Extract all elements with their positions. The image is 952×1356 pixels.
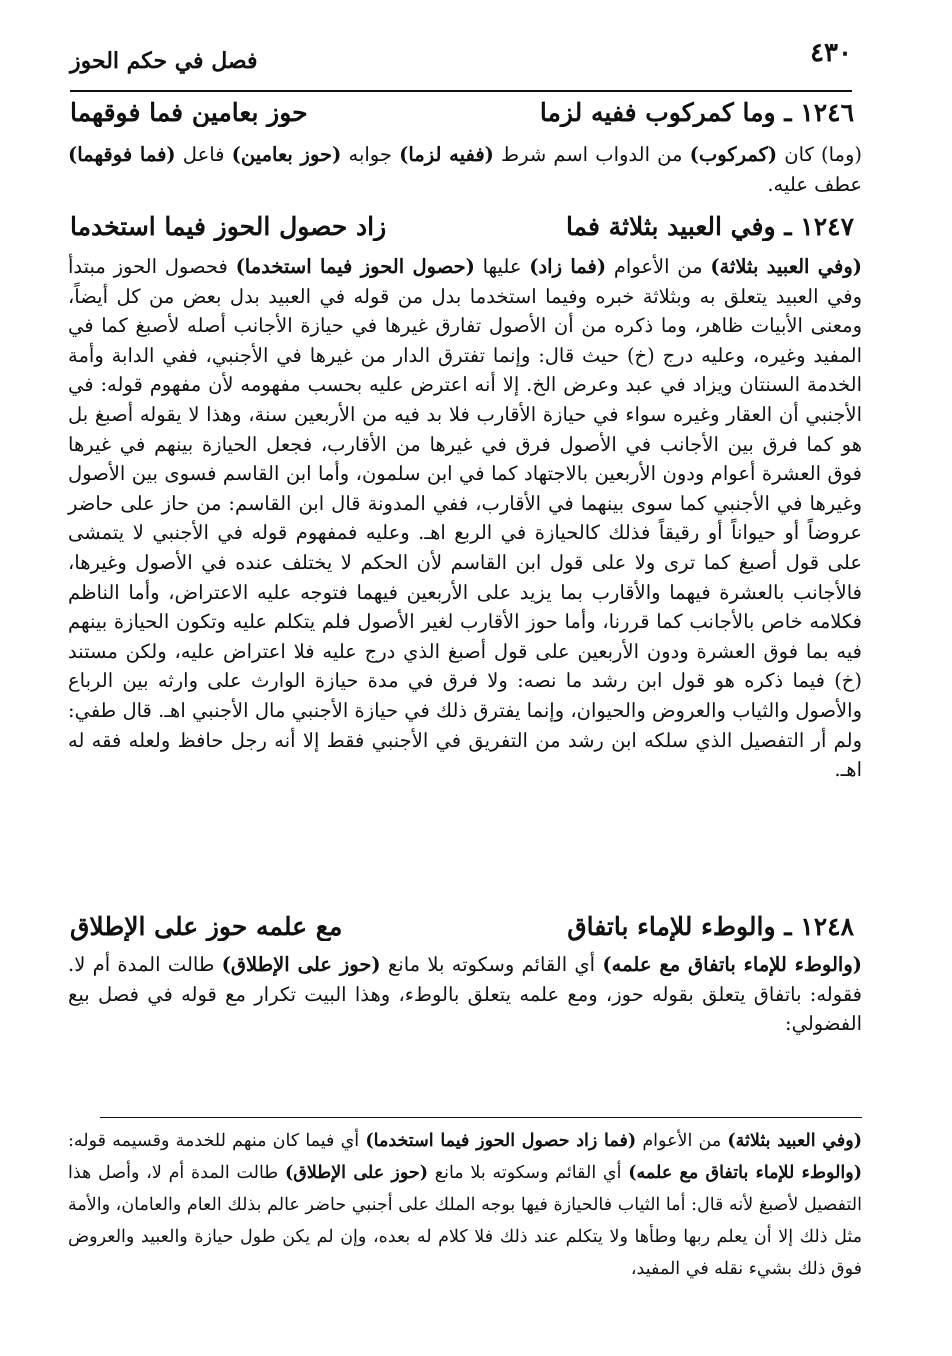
commentary-text: طالت المدة أم لا، وأصل هذا التفصيل لأصبغ لأنه قال: أما الثياب فالحيازة فيها بوجه الملك على أجنبي حاضر عالم بذلك العام والعامان، والأمة مثل ذلك إلا أن يعلم ربها وطأها ولا يتكلم عند ذلك فلا كلام له بعده، وإن لم يكن طول حيازة والعبيد والعروض فوق ذلك بشيء نقله في المفيد، bbox=[68, 1163, 862, 1279]
verse-number: ١٢٤٨ bbox=[800, 912, 854, 941]
bold-quote-text: (فما زاد) bbox=[529, 255, 607, 278]
commentary-text: من الأعوام bbox=[636, 1131, 728, 1151]
commentary-text: عطف عليه. bbox=[767, 172, 862, 196]
verse-number: ١٢٤٦ bbox=[800, 98, 854, 127]
commentary-text: طالت المدة أم لا. فقوله: باتفاق يتعلق بقوله حوز، ومع علمه يتعلق بالوطء، وهذا البيت تكرار مع قوله في فصل بيع الفضولي: bbox=[68, 953, 862, 1036]
bold-quote-text: (وفي العبيد بثلاثة) bbox=[710, 255, 862, 278]
bold-quote-text: (حصول الحوز فيما استخدما) bbox=[235, 255, 475, 278]
commentary-text: فاعل bbox=[175, 143, 232, 166]
bold-quote-text: (وفي العبيد بثلاثة) bbox=[727, 1131, 862, 1151]
commentary-text: من الأعوام bbox=[606, 255, 711, 278]
verse-line bbox=[70, 98, 854, 127]
verse-hemistich-first: ١٢٤٧ ـ وفي العبيد بثلاثة فما bbox=[565, 212, 854, 241]
footnote-divider bbox=[100, 1117, 862, 1118]
verse-hemistich-first: ١٢٤٨ ـ والوطء للإماء باتفاق bbox=[567, 912, 854, 941]
bold-quote-text: (والوطء للإماء باتفاق مع علمه) bbox=[602, 953, 862, 976]
footnote-paragraph bbox=[68, 1125, 862, 1285]
hemistich-text: وفي العبيد بثلاثة فما bbox=[565, 212, 776, 241]
hemistich-text: وما كمركوب ففيه لزما bbox=[539, 98, 776, 127]
footnote-block bbox=[68, 1125, 862, 1285]
bold-quote-text: (حوز بعامين) bbox=[231, 143, 342, 166]
commentary-text: فحصول الحوز مبتدأ وفي العبيد يتعلق به وبثلاثة خبره وفيما استخدما بدل من قوله في العبيد بدل بعض من كل أيضاً، ومعنى الأبيات ظاهر، وما ذكره من أن الأصول تفارق غيرها في حيازة الأجانب أصله لأصبغ كما في المفيد وغيره، وعليه درج (خ) حيث قال: وإنما تفترق الدار من غيرها في الأجنبي، ففي الدابة وأمة الخدمة السنتان ويزاد في عبد وعرض الخ. إلا أنه اعترض عليه بحسب مفهومه لأن مفهوم قوله: في الأجنبي أن العقار وغيره سواء في حيازة الأقارب فلا بد فيه من الأربعين سنة، وهذا لا يقوله أصبغ بل هو كما فرق بين الأجانب في الأصول فرق في غيرها من الأقارب، فجعل الحيازة بينهم في غيرها فوق العشرة أعوام ودون الأربعين بالاجتهاد كما في ابن سلمون، وأما ابن القاسم فسوى بين الأصول وغيرها في الأجنبي كما سوى بينهما في الأقارب، ففي المدونة قال ابن القاسم: من حاز على حاضر عروضاً أو حيواناً أو رقيقاً فذلك كالحيازة في الربع اهـ. وعليه فمفهوم قوله في الأجنبي لا يتمشى على قول أصبغ كما ترى ولا على قول ابن القاسم لأن الحكم لا يختلف عنده في الأصول وغيرها، فالأجانب بالعشرة فيهما والأقارب بما يزيد على الأربعين فيهما فتوجه عليه الاعتراض، وأما الناظم فكلامه خاص بالأجانب كما قررنا، وأما حوز الأقارب لغير الأصول فلم يتكلم عليه وتكون الحيازة بينهم فيه بما فوق العشرة ودون الأربعين على قول أصبغ الذي درج عليه فلا اعتراض عليه، ولكن مستند (خ) فيما ذكره هو قول ابن رشد ما نصه: ولا فرق في مدة حيازة الوارث على وارثه بين الرباع والأصول والثياب والعروض والحيوان، وإنما يفترق ذلك في حيازة الأجنبي مال الأجنبي اهـ. قال طفي: ولم أر التفصيل الذي سلكه ابن رشد من التفريق في الأجنبي فقط إلا أنه رجل حافظ ولعله فقه له اهـ. bbox=[68, 255, 862, 782]
bold-quote-text: (كمركوب) bbox=[689, 143, 778, 166]
bold-quote-text: (فما زاد حصول الحوز فيما استخدما) bbox=[365, 1131, 637, 1151]
verse-hemistich-second: مع علمه حوز على الإطلاق bbox=[70, 912, 343, 941]
verse-line bbox=[70, 912, 854, 941]
commentary-text: (وما) كان bbox=[777, 143, 862, 166]
commentary-text: أي القائم وسكوته بلا مانع bbox=[428, 1163, 629, 1183]
hemistich-text: والوطء للإماء باتفاق bbox=[567, 912, 776, 941]
bold-quote-text: (ففيه لزما) bbox=[399, 143, 494, 166]
commentary-text: من الدواب اسم شرط bbox=[493, 143, 690, 166]
verse-number: ١٢٤٧ bbox=[800, 212, 854, 241]
verse-line bbox=[70, 212, 854, 241]
bold-quote-text: (والوطء للإماء باتفاق مع علمه) bbox=[628, 1163, 862, 1183]
running-title: فصل في حكم الحوز bbox=[70, 48, 258, 74]
verse-hemistich-second: زاد حصول الحوز فيما استخدما bbox=[70, 212, 387, 241]
commentary-text: أي فيما كان منهم للخدمة وقسيمه قوله: bbox=[68, 1131, 366, 1151]
commentary-text: أي القائم وسكوته بلا مانع bbox=[380, 953, 603, 976]
commentary-text: جوابه bbox=[341, 143, 400, 166]
commentary-block bbox=[68, 252, 862, 785]
bold-quote-text: (فما فوقهما) bbox=[68, 143, 176, 166]
bold-quote-text: (حوز على الإطلاق) bbox=[221, 953, 381, 976]
commentary-paragraph bbox=[68, 950, 862, 1039]
bold-quote-text: (حوز على الإطلاق) bbox=[284, 1163, 429, 1183]
commentary-text: عليها bbox=[474, 255, 530, 278]
verse-hemistich-first: ١٢٤٦ ـ وما كمركوب ففيه لزما bbox=[539, 98, 854, 127]
page-header bbox=[70, 30, 852, 92]
page-number: ٤٣٠ bbox=[810, 38, 852, 68]
commentary-block bbox=[68, 140, 862, 199]
commentary-paragraph bbox=[68, 252, 862, 785]
commentary-block bbox=[68, 950, 862, 1039]
commentary-paragraph bbox=[68, 140, 862, 199]
verse-hemistich-second: حوز بعامين فما فوقهما bbox=[70, 98, 308, 127]
